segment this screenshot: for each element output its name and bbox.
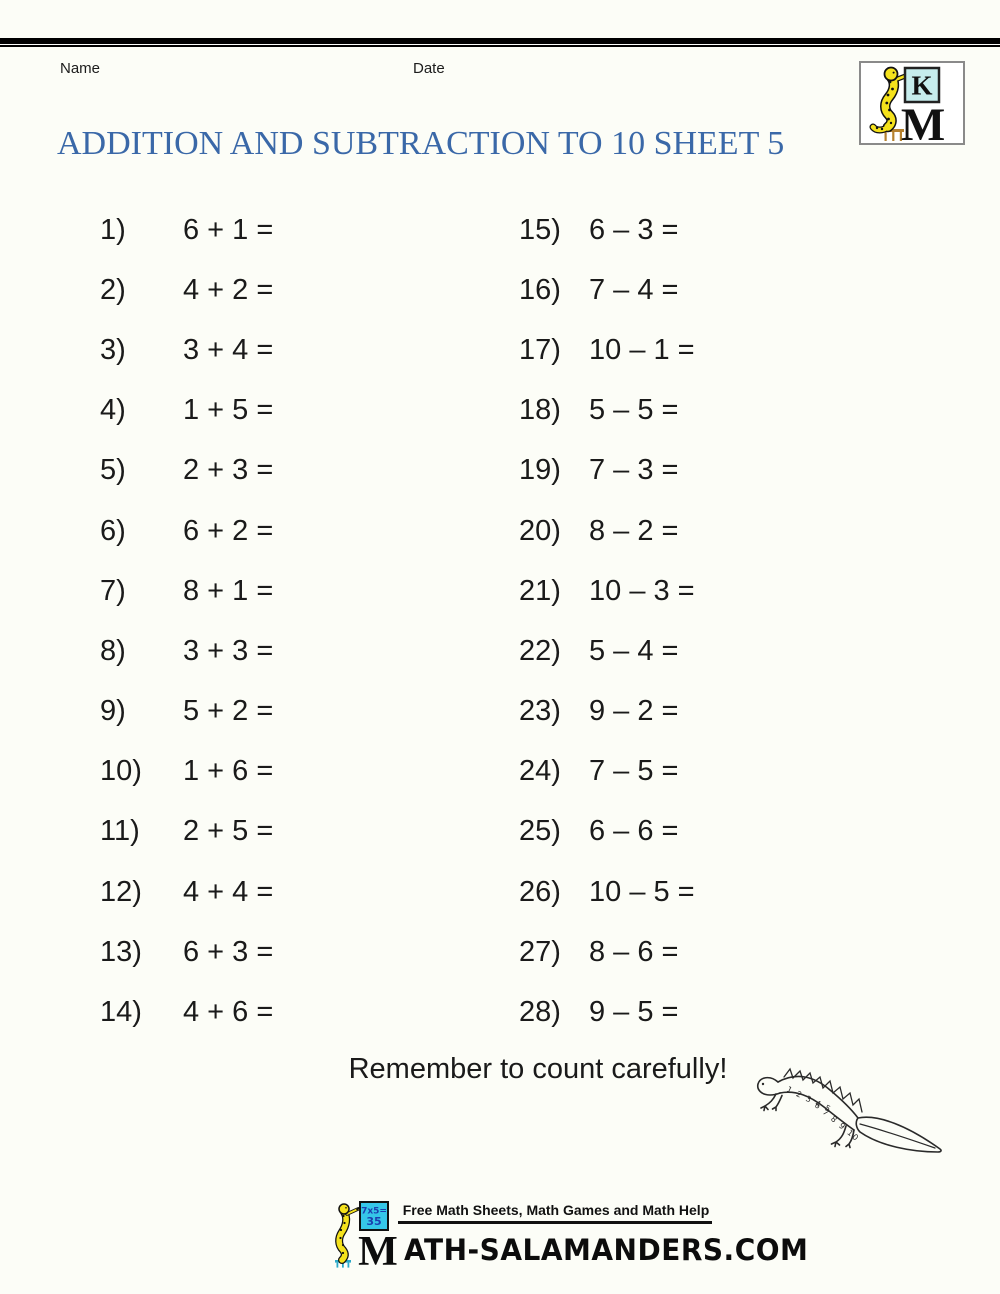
problem-number: 6)	[100, 514, 126, 547]
problem-row	[100, 742, 273, 802]
problem-row	[100, 320, 273, 380]
k-letter: K	[911, 70, 933, 101]
problem-number: 11)	[100, 815, 140, 848]
problem-number: 7)	[100, 574, 126, 607]
top-border-bar	[0, 38, 1000, 47]
problem-number: 2)	[100, 273, 126, 306]
footer-site-name: ATH-SALAMANDERS.COM	[404, 1233, 809, 1268]
problem-expression: 4 + 6 =	[183, 996, 274, 1029]
problems-column-right	[519, 200, 695, 1043]
problem-expression: 6 – 6 =	[589, 815, 679, 848]
problem-expression: 6 + 2 =	[183, 514, 274, 547]
problem-expression: 5 – 5 =	[589, 394, 679, 427]
problem-number: 1)	[100, 213, 126, 246]
problem-expression: 8 – 6 =	[589, 935, 679, 968]
problem-expression: 5 + 2 =	[183, 695, 274, 728]
problem-expression: 10 – 5 =	[589, 875, 695, 908]
problem-row	[100, 200, 273, 260]
problem-expression: 9 – 5 =	[589, 996, 679, 1029]
problem-number: 19)	[519, 454, 561, 487]
problem-number: 23)	[519, 695, 561, 728]
problem-row	[519, 621, 695, 681]
problem-row	[519, 441, 695, 501]
problem-number: 21)	[519, 574, 561, 607]
problem-number: 12)	[100, 875, 142, 908]
footer-m-letter: M	[358, 1229, 398, 1268]
problem-number: 8)	[100, 634, 126, 667]
problem-number: 3)	[100, 333, 126, 366]
problem-row	[100, 922, 273, 982]
problem-expression: 9 – 2 =	[589, 695, 679, 728]
problem-row	[519, 982, 695, 1042]
problem-row	[100, 501, 273, 561]
problem-row	[519, 802, 695, 862]
problem-row	[519, 862, 695, 922]
problem-row	[519, 682, 695, 742]
problem-expression: 10 – 1 =	[589, 333, 695, 366]
problem-row	[100, 862, 273, 922]
lizard-numbers-6-10: 6 7 8 9 10	[812, 1100, 862, 1144]
problem-row	[519, 561, 695, 621]
problem-number: 14)	[100, 996, 142, 1029]
problem-row	[100, 381, 273, 441]
problem-number: 27)	[519, 935, 561, 968]
problem-row	[100, 982, 273, 1042]
logo-m-letter: M	[900, 99, 946, 143]
problem-expression: 8 – 2 =	[589, 514, 679, 547]
date-label: Date	[413, 60, 445, 77]
problem-number: 5)	[100, 454, 126, 487]
problem-row	[519, 320, 695, 380]
problem-row	[519, 381, 695, 441]
page-title: ADDITION AND SUBTRACTION TO 10 SHEET 5	[57, 125, 785, 162]
problem-expression: 4 + 2 =	[183, 273, 274, 306]
problem-row	[100, 682, 273, 742]
problem-number: 13)	[100, 935, 142, 968]
problem-row	[519, 260, 695, 320]
problem-expression: 7 – 3 =	[589, 454, 679, 487]
problem-expression: 10 – 3 =	[589, 574, 695, 607]
problem-expression: 6 + 3 =	[183, 935, 274, 968]
footer-tagline: Free Math Sheets, Math Games and Math Help	[402, 1202, 710, 1218]
footer-logo-graphic	[330, 1200, 404, 1268]
problem-row	[100, 802, 273, 862]
problem-expression: 5 – 4 =	[589, 634, 679, 667]
problem-expression: 4 + 4 =	[183, 875, 274, 908]
problem-expression: 1 + 6 =	[183, 755, 274, 788]
problem-number: 10)	[100, 755, 142, 788]
problem-row	[100, 561, 273, 621]
problem-row	[519, 200, 695, 260]
problem-expression: 2 + 3 =	[183, 454, 274, 487]
problem-number: 24)	[519, 755, 561, 788]
problem-row	[519, 922, 695, 982]
name-label: Name	[60, 60, 101, 77]
problem-expression: 1 + 5 =	[183, 394, 274, 427]
problem-expression: 6 + 1 =	[183, 213, 274, 246]
problems-column-left	[100, 200, 273, 1043]
problem-number: 16)	[519, 273, 561, 306]
problem-expression: 2 + 5 =	[183, 815, 274, 848]
problem-number: 15)	[519, 213, 561, 246]
problem-number: 17)	[519, 333, 561, 366]
problem-row	[100, 441, 273, 501]
problem-number: 4)	[100, 394, 126, 427]
problem-row	[519, 501, 695, 561]
problem-number: 18)	[519, 394, 561, 427]
footer-board-line1: 7x5=	[361, 1206, 387, 1217]
problem-number: 26)	[519, 875, 561, 908]
problem-number: 28)	[519, 996, 561, 1029]
footer-rule	[398, 1221, 712, 1224]
problem-number: 20)	[519, 514, 561, 547]
problem-number: 9)	[100, 695, 126, 728]
problem-expression: 3 + 3 =	[183, 634, 274, 667]
k-logo-graphic	[861, 63, 963, 143]
problem-row	[100, 621, 273, 681]
problem-row	[519, 742, 695, 802]
problem-expression: 6 – 3 =	[589, 213, 679, 246]
counting-lizard-drawing	[752, 1046, 952, 1161]
problem-number: 25)	[519, 815, 561, 848]
math-salamanders-k-logo	[859, 61, 965, 145]
lizard-numbers-1-5: 1 2 3 4 5	[785, 1084, 834, 1115]
problem-row	[100, 260, 273, 320]
problem-expression: 8 + 1 =	[183, 574, 274, 607]
problem-expression: 7 – 4 =	[589, 273, 679, 306]
problem-expression: 7 – 5 =	[589, 755, 679, 788]
problem-number: 22)	[519, 634, 561, 667]
footer-board-line2: 35	[366, 1215, 382, 1228]
reminder-note: Remember to count carefully!	[348, 1053, 728, 1085]
problem-expression: 3 + 4 =	[183, 333, 274, 366]
